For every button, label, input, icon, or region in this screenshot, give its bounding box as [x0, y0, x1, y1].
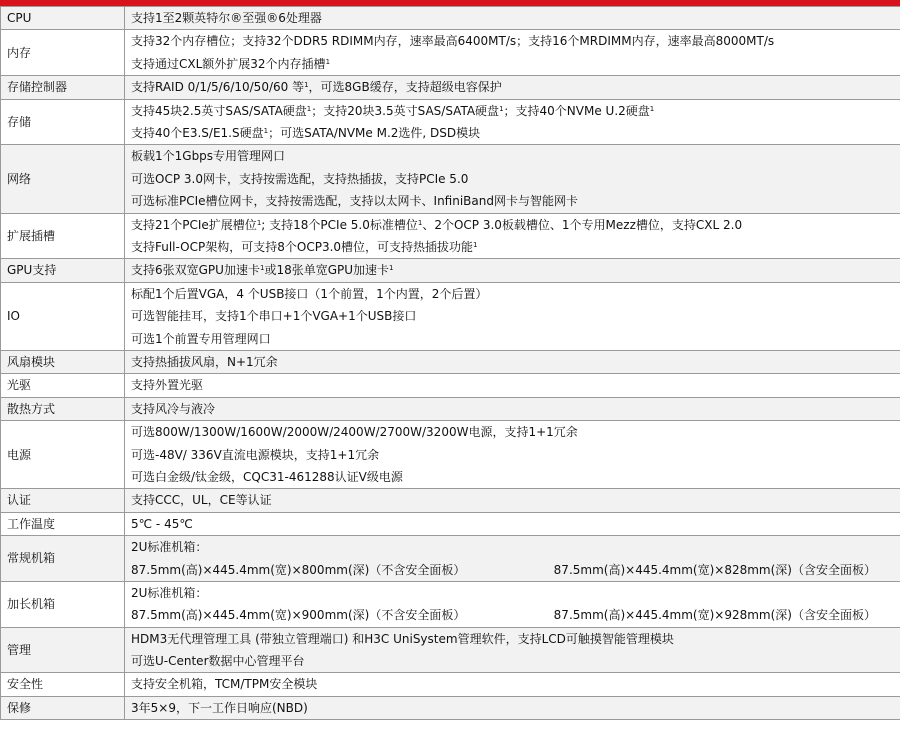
table-row [1, 7, 900, 30]
table-row [1, 145, 900, 213]
row-label: 光驱 [1, 374, 125, 397]
row-label: 存储 [1, 99, 125, 145]
table-row [1, 282, 900, 350]
table-row [1, 536, 900, 582]
row-value: 板载1个1Gbps专用管理网口 可选OCP 3.0网卡，支持按需选配，支持热插拔，支持PCIe 5.0 可选标准PCIe槽位网卡，支持按需选配，支持以太网卡、InfiniBand网卡与智能网卡 [125, 145, 900, 213]
row-value: 2U标准机箱： 87.5mm(高)×445.4mm(宽)×900mm(深)（不含安全面板） 87.5mm(高)×445.4mm(宽)×928mm(深)（含安全面板） [125, 581, 900, 627]
row-label: 工作温度 [1, 512, 125, 535]
row-label: 保修 [1, 696, 125, 719]
table-row [1, 696, 900, 719]
table-row [1, 99, 900, 145]
row-value: 5℃ - 45℃ [125, 512, 900, 535]
table-row [1, 374, 900, 397]
table-row [1, 627, 900, 673]
row-value: 可选800W/1300W/1600W/2000W/2400W/2700W/3200W电源，支持1+1冗余 可选-48V/ 336V直流电源模块，支持1+1冗余 可选白金级/钛金级，CQC31-461288认证Ⅴ级电源 [125, 421, 900, 489]
row-label: 加长机箱 [1, 581, 125, 627]
row-value: 支持外置光驱 [125, 374, 900, 397]
table-row [1, 581, 900, 627]
table-row [1, 673, 900, 696]
table-row [1, 30, 900, 76]
row-label: 扩展插槽 [1, 213, 125, 259]
row-value: 支持1至2颗英特尔®至强®6处理器 [125, 7, 900, 30]
row-label: 存储控制器 [1, 76, 125, 99]
table-row [1, 350, 900, 373]
table-row [1, 421, 900, 489]
row-label: IO [1, 282, 125, 350]
row-value: 标配1个后置VGA，4 个USB接口（1个前置，1个内置，2个后置） 可选智能挂耳，支持1个串口+1个VGA+1个USB接口 可选1个前置专用管理网口 [125, 282, 900, 350]
row-value: 支持32个内存槽位；支持32个DDR5 RDIMM内存，速率最高6400MT/s；支持16个MRDIMM内存，速率最高8000MT/s 支持通过CXL额外扩展32个内存插槽$^1$ [125, 30, 900, 76]
row-label: 风扇模块 [1, 350, 125, 373]
row-label: 安全性 [1, 673, 125, 696]
row-value: HDM3无代理管理工具 (带独立管理端口) 和H3C UniSystem管理软件，支持LCD可触摸智能管理模块 可选U-Center数据中心管理平台 [125, 627, 900, 673]
row-value: 支持CCC，UL，CE等认证 [125, 489, 900, 512]
row-label: 散热方式 [1, 397, 125, 420]
row-label: CPU [1, 7, 125, 30]
table-row [1, 512, 900, 535]
row-label: GPU支持 [1, 259, 125, 282]
row-value: 支持6张双宽GPU加速卡$^1$或18张单宽GPU加速卡$^1$ [125, 259, 900, 282]
row-label: 内存 [1, 30, 125, 76]
row-value: 支持风冷与液冷 [125, 397, 900, 420]
row-value: 3年5×9，下一工作日响应(NBD) [125, 696, 900, 719]
row-value: 2U标准机箱： 87.5mm(高)×445.4mm(宽)×800mm(深)（不含安全面板） 87.5mm(高)×445.4mm(宽)×828mm(深)（含安全面板） [125, 536, 900, 582]
row-label: 常规机箱 [1, 536, 125, 582]
row-label: 管理 [1, 627, 125, 673]
row-label: 电源 [1, 421, 125, 489]
table-row [1, 213, 900, 259]
spec-table [0, 6, 900, 720]
row-label: 认证 [1, 489, 125, 512]
table-row [1, 76, 900, 99]
row-value: 支持45块2.5英寸SAS/SATA硬盘$^1$；支持20块3.5英寸SAS/SATA硬盘$^1$；支持40个NVMe U.2硬盘$^1$ 支持40个E3.S/E1.S硬盘$^1$；可选SATA/NVMe M.2选件, DSD模块 [125, 99, 900, 145]
row-value: 支持安全机箱，TCM/TPM安全模块 [125, 673, 900, 696]
table-row [1, 397, 900, 420]
row-value: 支持RAID 0/1/5/6/10/50/60 等$^1$，可选8GB缓存，支持超级电容保护 [125, 76, 900, 99]
row-label: 网络 [1, 145, 125, 213]
table-row [1, 259, 900, 282]
row-value: 支持热插拔风扇，N+1冗余 [125, 350, 900, 373]
table-row [1, 489, 900, 512]
row-value: 支持21个PCIe扩展槽位$^1$; 支持18个PCIe 5.0标准槽位$^1$、2个OCP 3.0板载槽位、1个专用Mezz槽位，支持CXL 2.0 支持Full-OCP架构，可支持8个OCP3.0槽位，可支持热插拔功能$^1$ [125, 213, 900, 259]
